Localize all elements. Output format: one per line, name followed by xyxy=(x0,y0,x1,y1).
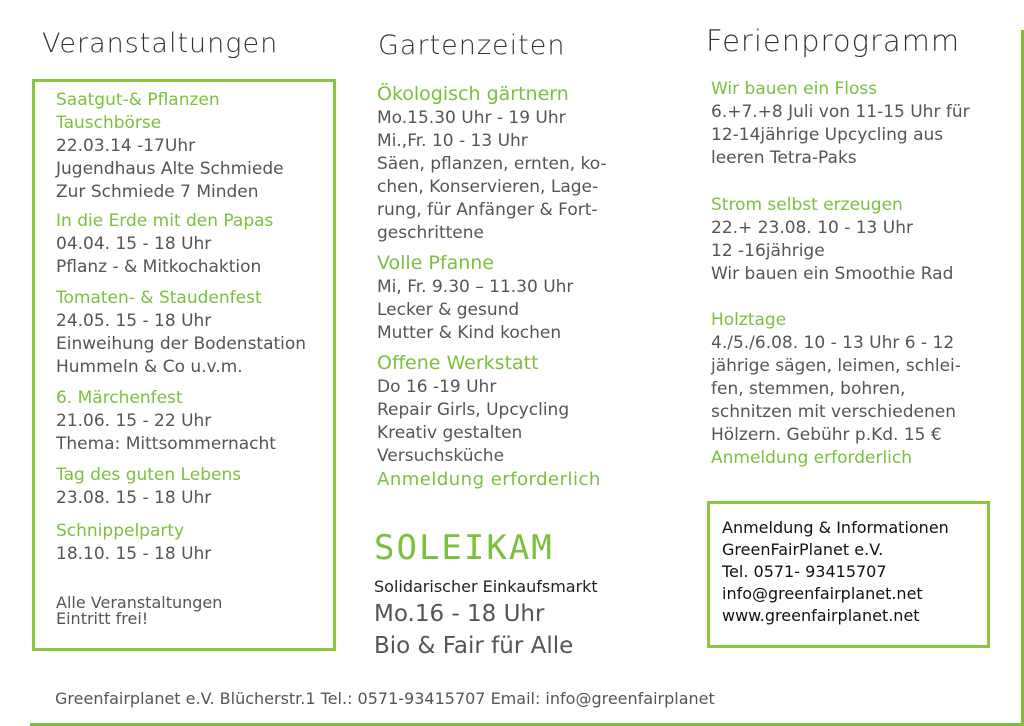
left-column-heading: Veranstaltungen xyxy=(42,28,279,59)
section-line: Lecker & gesund xyxy=(377,300,520,320)
section-line: jährige sägen, leimen, schlei- xyxy=(711,356,961,376)
event-detail: 22.03.14 -17Uhr xyxy=(56,136,196,156)
event-detail: Thema: Mittsommernacht xyxy=(56,434,276,454)
event-detail: 21.06. 15 - 22 Uhr xyxy=(56,411,212,431)
event-detail: Einweihung der Bodenstation xyxy=(56,334,307,354)
event-detail: Jugendhaus Alte Schmiede xyxy=(56,159,284,179)
contact-phone: Tel. 0571- 93415707 xyxy=(722,562,887,581)
event-item xyxy=(56,287,306,379)
event-title: Schnippelparty xyxy=(56,521,185,541)
garden-section xyxy=(377,251,607,345)
event-detail: Zur Schmiede 7 Minden xyxy=(56,182,259,202)
contact-line: Anmeldung & Informationen xyxy=(722,518,949,537)
right-column-heading: Ferienprogramm xyxy=(706,24,961,58)
event-title: Tomaten- & Staudenfest xyxy=(56,288,262,308)
section-line: fen, stemmen, bohren, xyxy=(711,379,906,399)
section-line: Hölzern. Gebühr p.Kd. 15 € xyxy=(711,425,942,445)
section-title: Offene Werkstatt xyxy=(377,352,539,374)
section-line: Wir bauen ein Smoothie Rad xyxy=(711,264,954,284)
section-line: 6.+7.+8 Juli von 11-15 Uhr für xyxy=(711,102,970,122)
event-detail: 18.10. 15 - 18 Uhr xyxy=(56,544,212,564)
program-section xyxy=(711,194,970,286)
section-line: Mi, Fr. 9.30 – 11.30 Uhr xyxy=(377,277,574,297)
event-title: Tauschbörse xyxy=(56,113,162,133)
event-title: 6. Märchenfest xyxy=(56,388,183,408)
section-line: leeren Tetra-Paks xyxy=(711,148,857,168)
section-line: rung, für Anfänger & Fort- xyxy=(377,200,598,220)
section-line: 4./5./6.08. 10 - 13 Uhr 6 - 12 xyxy=(711,333,955,353)
soleikam-slogan: Bio & Fair für Alle xyxy=(374,633,574,659)
section-line: Versuchsküche xyxy=(377,446,505,466)
contact-website[interactable]: www.greenfairplanet.net xyxy=(722,606,920,625)
footer-note-line: Eintritt frei! xyxy=(56,609,149,628)
section-line: Säen, pflanzen, ernten, ko- xyxy=(377,154,607,174)
section-line: Mo.15.30 Uhr - 19 Uhr xyxy=(377,108,566,128)
event-item xyxy=(56,464,306,510)
page-footer: Greenfairplanet e.V. Blücherstr.1 Tel.: 0571-93415707 Email: info@greenfairplanet xyxy=(55,689,715,708)
event-title: Saatgut-& Pflanzen xyxy=(56,90,220,110)
soleikam-hours: Mo.16 - 18 Uhr xyxy=(374,601,545,627)
section-line: Kreativ gestalten xyxy=(377,423,523,443)
garden-section xyxy=(377,351,607,491)
section-title: Wir bauen ein Floss xyxy=(711,79,878,99)
program-section xyxy=(711,78,970,170)
garden-times-list xyxy=(377,82,607,491)
footer-note-line: Alle Veranstaltungen xyxy=(56,593,223,612)
section-line: Repair Girls, Upcycling xyxy=(377,400,570,420)
soleikam-subtitle: Solidarischer Einkaufsmarkt xyxy=(374,577,598,596)
events-list xyxy=(56,89,306,566)
program-section xyxy=(711,309,970,470)
contact-line: GreenFairPlanet e.V. xyxy=(722,540,884,559)
soleikam-logo: SOLEIKAM xyxy=(374,528,554,568)
section-title: Volle Pfanne xyxy=(377,252,494,274)
section-line: Do 16 -19 Uhr xyxy=(377,377,497,397)
contact-info xyxy=(722,517,949,627)
registration-note: Anmeldung erforderlich xyxy=(711,448,913,468)
middle-column-heading: Gartenzeiten xyxy=(378,30,566,61)
registration-note: Anmeldung erforderlich xyxy=(377,469,601,490)
holiday-program-list xyxy=(711,78,970,470)
contact-email[interactable]: info@greenfairplanet.net xyxy=(722,584,923,603)
event-item xyxy=(56,89,306,204)
section-line: geschrittene xyxy=(377,223,484,243)
section-line: 12-14jährige Upcycling aus xyxy=(711,125,944,145)
event-item xyxy=(56,520,306,566)
event-item xyxy=(56,387,306,456)
event-detail: 23.08. 15 - 18 Uhr xyxy=(56,488,212,508)
section-title: Strom selbst erzeugen xyxy=(711,195,903,215)
event-detail: Hummeln & Co u.v.m. xyxy=(56,357,243,377)
event-detail: 04.04. 15 - 18 Uhr xyxy=(56,234,212,254)
section-line: 12 -16jährige xyxy=(711,241,825,261)
section-title: Holztage xyxy=(711,310,787,330)
section-line: Mutter & Kind kochen xyxy=(377,323,562,343)
event-title: In die Erde mit den Papas xyxy=(56,211,274,231)
event-title: Tag des guten Lebens xyxy=(56,465,242,485)
event-item xyxy=(56,210,306,279)
events-footer-note xyxy=(56,595,222,627)
event-detail: 24.05. 15 - 18 Uhr xyxy=(56,311,212,331)
section-line: 22.+ 23.08. 10 - 13 Uhr xyxy=(711,218,913,238)
section-line: chen, Konservieren, Lage- xyxy=(377,177,599,197)
section-line: Mi.,Fr. 10 - 13 Uhr xyxy=(377,131,528,151)
garden-section xyxy=(377,82,607,245)
event-detail: Pflanz - & Mitkochaktion xyxy=(56,257,262,277)
section-line: schnitzen mit verschiedenen xyxy=(711,402,956,422)
section-title: Ökologisch gärtnern xyxy=(377,83,569,105)
